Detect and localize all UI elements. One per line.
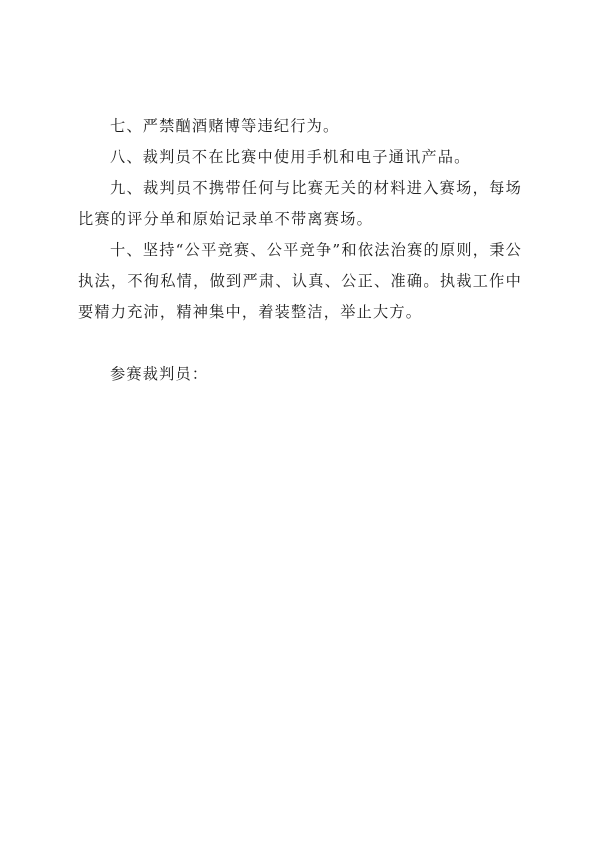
paragraph-spacer xyxy=(78,328,522,359)
rule-item-7: 七、严禁酗酒赌博等违纪行为。 xyxy=(110,117,340,135)
rule-item-9: 九、裁判员不携带任何与比赛无关的材料进入赛场，每场比赛的评分单和原始记录单不带离赛场。 xyxy=(78,179,522,228)
rule-item-10: 十、坚持“公平竞赛、公平竞争”和依法治赛的原则，秉公执法，不徇私情，做到严肃、认真、公正、准确。执裁工作中要精力充沛，精神集中，着装整洁，举止大方。 xyxy=(78,241,522,321)
rule-item-8: 八、裁判员不在比赛中使用手机和电子通讯产品。 xyxy=(110,148,471,166)
signature-label: 参赛裁判员： xyxy=(110,365,209,383)
document-body xyxy=(78,111,522,390)
